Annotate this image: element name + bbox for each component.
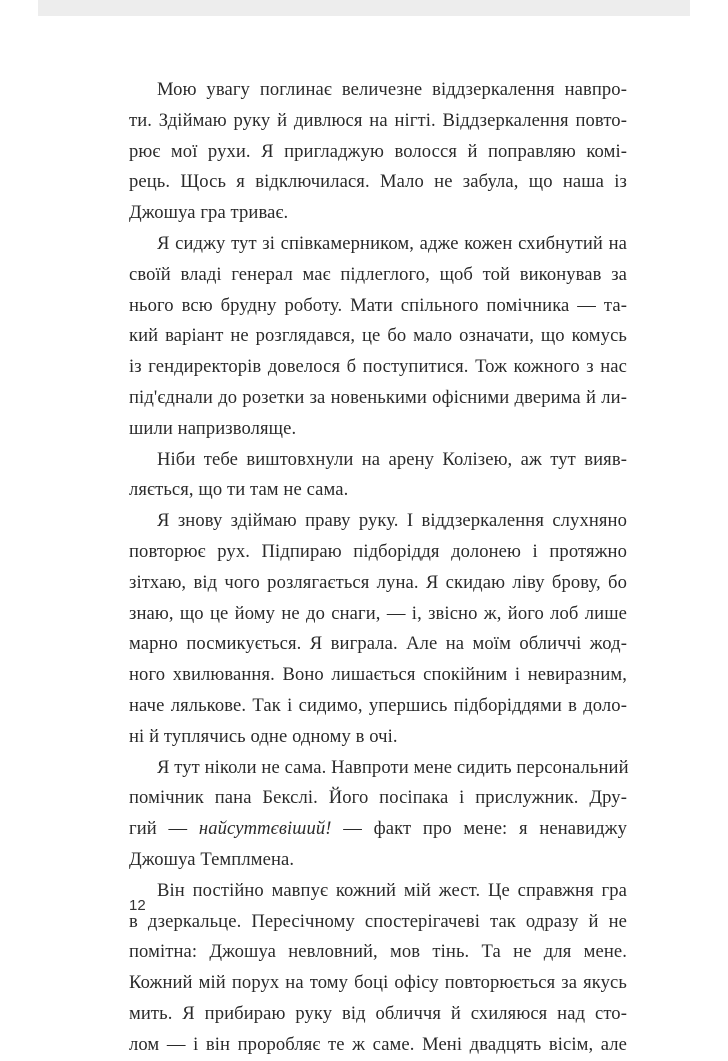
text-line: мить. Я прибираю руку від обличчя й схиляюся над сто- <box>129 1002 627 1024</box>
text-line: рює мої рухи. Я пригладжую волосся й поправляю комі- <box>129 140 627 162</box>
text-line: Кожний мій порух на тому боці офісу повторюється за якусь <box>129 972 627 994</box>
text-line: Я знову здіймаю праву руку. І віддзеркалення слухняно <box>157 510 627 532</box>
text-line: повторює рух. Підпираю підборіддя долонею і протяжно <box>129 540 627 562</box>
text-line: Ніби тебе виштовхнули на арену Колізею, аж тут вияв- <box>157 448 627 470</box>
text-line: помітна: Джошуа невловний, мов тінь. Та не для мене. <box>129 941 627 963</box>
text-fragment: — факт про мене: я ненавиджу <box>331 818 627 840</box>
text-line: Джошуа гра триває. <box>129 202 289 224</box>
page-body <box>129 75 627 1061</box>
text-line: марно посмикується. Я виграла. Але на моїм обличчі жод- <box>129 633 627 655</box>
text-line: із гендиректорів довелося б поступитися. Тож кожного з нас <box>129 356 627 378</box>
text-line: ні й туплячись одне одному в очі. <box>129 725 398 747</box>
page-number: 12 <box>129 897 146 914</box>
text-line: нього всю брудну роботу. Мати спільного помічника — та- <box>129 294 627 316</box>
text-line: знаю, що це йому не до снаги, — і, звісно ж, його лоб лише <box>129 602 627 624</box>
emphasized-text: найсуттєвіший! <box>198 818 332 840</box>
text-line: Він постійно мавпує кожний мій жест. Це справжня гра <box>157 879 627 901</box>
text-line: наче лялькове. Так і сидимо, упершись підборіддями в доло- <box>129 694 627 716</box>
text-line-with-emphasis <box>129 814 627 845</box>
text-line: Я сиджу тут зі співкамерником, адже кожен схибнутий на <box>157 232 627 254</box>
top-edge-bar <box>38 0 690 16</box>
text-line: лом — і він проробляє те ж саме. Мені двадцять вісім, але <box>129 1033 627 1055</box>
text-fragment: гий — <box>129 818 199 840</box>
text-line: помічник пана Бекслі. Його посіпака і прислужник. Дру- <box>129 787 627 809</box>
text-line: своїй владі генерал має підлеглого, щоб той виконував за <box>129 263 627 285</box>
text-line: ти. Здіймаю руку й дивлюся на нігті. Віддзеркалення повто- <box>129 109 627 131</box>
text-line: кий варіант не розглядався, це бо мало означати, що комусь <box>129 325 627 347</box>
text-line: під'єднали до розетки за новенькими офісними дверима й ли- <box>129 386 627 408</box>
text-line: Мою увагу поглинає величезне віддзеркалення навпро- <box>157 79 627 100</box>
text-line: зітхаю, від чого розлягається луна. Я скидаю ліву брову, бо <box>129 571 627 593</box>
text-line: Джошуа Темплмена. <box>129 848 295 870</box>
text-line: шили напризволяще. <box>129 417 297 439</box>
text-line: в дзеркальце. Пересічному спостерігачеві так одразу й не <box>129 910 627 932</box>
text-line: ляється, що ти там не сама. <box>129 479 349 501</box>
text-line: рець. Щось я відключилася. Мало не забула, що наша із <box>129 171 627 193</box>
text-line: Я тут ніколи не сама. Навпроти мене сидить персональний <box>157 756 629 778</box>
text-line: ного хвилювання. Воно лишається спокійним і невиразним, <box>129 664 627 686</box>
